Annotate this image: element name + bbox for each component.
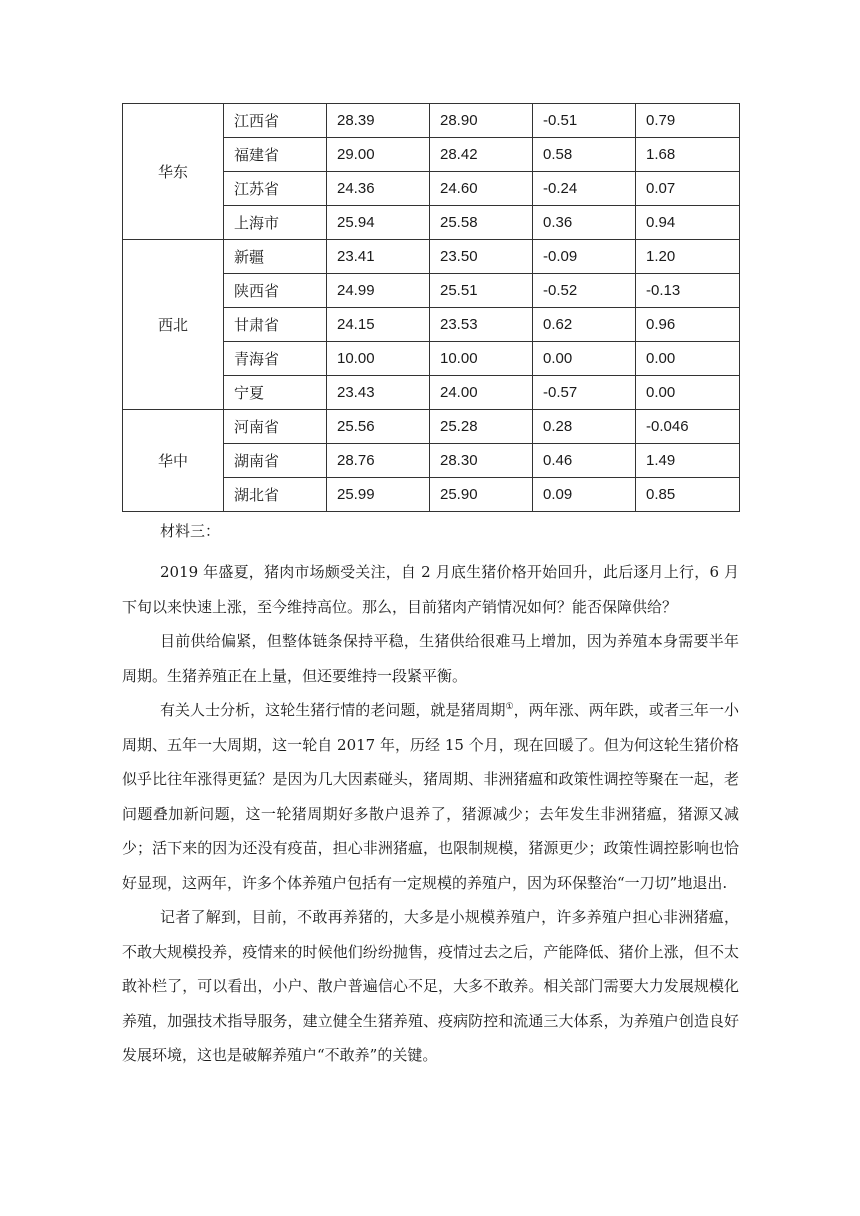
table-row: [123, 104, 740, 138]
value-cell: -0.046: [636, 410, 740, 444]
province-cell: 宁夏: [224, 376, 327, 410]
province-cell: 青海省: [224, 342, 327, 376]
value-cell: 0.07: [636, 172, 740, 206]
region-cell: 华东: [123, 104, 224, 240]
province-cell: 江西省: [224, 104, 327, 138]
value-cell: 25.56: [327, 410, 430, 444]
value-cell: 23.41: [327, 240, 430, 274]
value-cell: 0.94: [636, 206, 740, 240]
paragraph-2: 目前供给偏紧，但整体链条保持平稳，生猪供给很难马上增加，因为养殖本身需要半年周期。生猪养殖正在上量，但还要维持一段紧平衡。: [122, 632, 739, 685]
value-cell: 0.58: [533, 138, 636, 172]
value-cell: 0.28: [533, 410, 636, 444]
province-cell: 新疆: [224, 240, 327, 274]
value-cell: -0.24: [533, 172, 636, 206]
value-cell: -0.13: [636, 274, 740, 308]
value-cell: 10.00: [327, 342, 430, 376]
value-cell: 1.68: [636, 138, 740, 172]
value-cell: 0.96: [636, 308, 740, 342]
value-cell: 23.50: [430, 240, 533, 274]
value-cell: -0.09: [533, 240, 636, 274]
region-cell: 华中: [123, 410, 224, 512]
province-cell: 河南省: [224, 410, 327, 444]
value-cell: 28.30: [430, 444, 533, 478]
province-cell: 陕西省: [224, 274, 327, 308]
value-cell: 1.49: [636, 444, 740, 478]
value-cell: 0.00: [533, 342, 636, 376]
paragraph-3: [122, 693, 739, 900]
value-cell: 28.39: [327, 104, 430, 138]
value-cell: 0.09: [533, 478, 636, 512]
value-cell: 29.00: [327, 138, 430, 172]
value-cell: 0.36: [533, 206, 636, 240]
value-cell: 25.28: [430, 410, 533, 444]
value-cell: -0.57: [533, 376, 636, 410]
value-cell: 25.58: [430, 206, 533, 240]
value-cell: 25.99: [327, 478, 430, 512]
value-cell: -0.51: [533, 104, 636, 138]
value-cell: 0.46: [533, 444, 636, 478]
value-cell: 23.53: [430, 308, 533, 342]
paragraph-3-text-b: ，两年涨、两年跌，或者三年一小周期、五年一大周期，这一轮自 2017 年，历经 15 个月，现在回暖了。但为何这轮生猪价格似乎比往年涨得更猛？是因为几大因素碰头，猪周期、非洲猪瘟和政策性调控等聚在一起，老问题叠加新问题，这一轮猪周期好多散户退养了，猪源减少；去年发生非洲猪瘟，猪源又减少；活下来的因为还没有疫苗，担心非洲猪瘟，也限制规模，猪源更少；政策性调控影响也恰好显现，这两年，许多个体养殖户包括有一定规模的养殖户，因为环保整治“一刀切”地退出.: [122, 701, 739, 892]
value-cell: 25.90: [430, 478, 533, 512]
value-cell: 0.79: [636, 104, 740, 138]
value-cell: 10.00: [430, 342, 533, 376]
value-cell: 24.60: [430, 172, 533, 206]
value-cell: 25.51: [430, 274, 533, 308]
value-cell: 24.99: [327, 274, 430, 308]
value-cell: 24.15: [327, 308, 430, 342]
value-cell: -0.52: [533, 274, 636, 308]
value-cell: 24.00: [430, 376, 533, 410]
value-cell: 28.90: [430, 104, 533, 138]
paragraph-3-text-a: 有关人士分析，这轮生猪行情的老问题，就是猪周期: [160, 701, 506, 719]
province-cell: 江苏省: [224, 172, 327, 206]
province-cell: 湖北省: [224, 478, 327, 512]
value-cell: 28.42: [430, 138, 533, 172]
material-label: 材料三：: [160, 522, 221, 540]
value-cell: 0.00: [636, 342, 740, 376]
province-cell: 上海市: [224, 206, 327, 240]
value-cell: 0.62: [533, 308, 636, 342]
table-row: [123, 240, 740, 274]
paragraph-1: 2019 年盛夏，猪肉市场颇受关注，自 2 月底生猪价格开始回升，此后逐月上行，6 月下旬以来快速上涨，至今维持高位。那么，目前猪肉产销情况如何？能否保障供给？: [122, 563, 739, 616]
value-cell: 1.20: [636, 240, 740, 274]
value-cell: 24.36: [327, 172, 430, 206]
pork-price-table: [122, 103, 740, 512]
paragraph-4: 记者了解到，目前，不敢再养猪的，大多是小规模养殖户，许多养殖户担心非洲猪瘟，不敢大规模投养，疫情来的时候他们纷纷抛售，疫情过去之后，产能降低、猪价上涨，但不太敢补栏了，可以看出，小户、散户普遍信心不足，大多不敢养。相关部门需要大力发展规模化养殖，加强技术指导服务，建立健全生猪养殖、疫病防控和流通三大体系，为养殖户创造良好发展环境，这也是破解养殖户“不敢养”的关键。: [122, 908, 739, 1064]
value-cell: 0.00: [636, 376, 740, 410]
table-row: [123, 410, 740, 444]
value-cell: 25.94: [327, 206, 430, 240]
province-cell: 湖南省: [224, 444, 327, 478]
value-cell: 23.43: [327, 376, 430, 410]
material-body: [122, 555, 739, 1073]
region-cell: 西北: [123, 240, 224, 410]
province-cell: 福建省: [224, 138, 327, 172]
province-cell: 甘肃省: [224, 308, 327, 342]
value-cell: 0.85: [636, 478, 740, 512]
value-cell: 28.76: [327, 444, 430, 478]
footnote-marker: ①: [505, 702, 514, 712]
